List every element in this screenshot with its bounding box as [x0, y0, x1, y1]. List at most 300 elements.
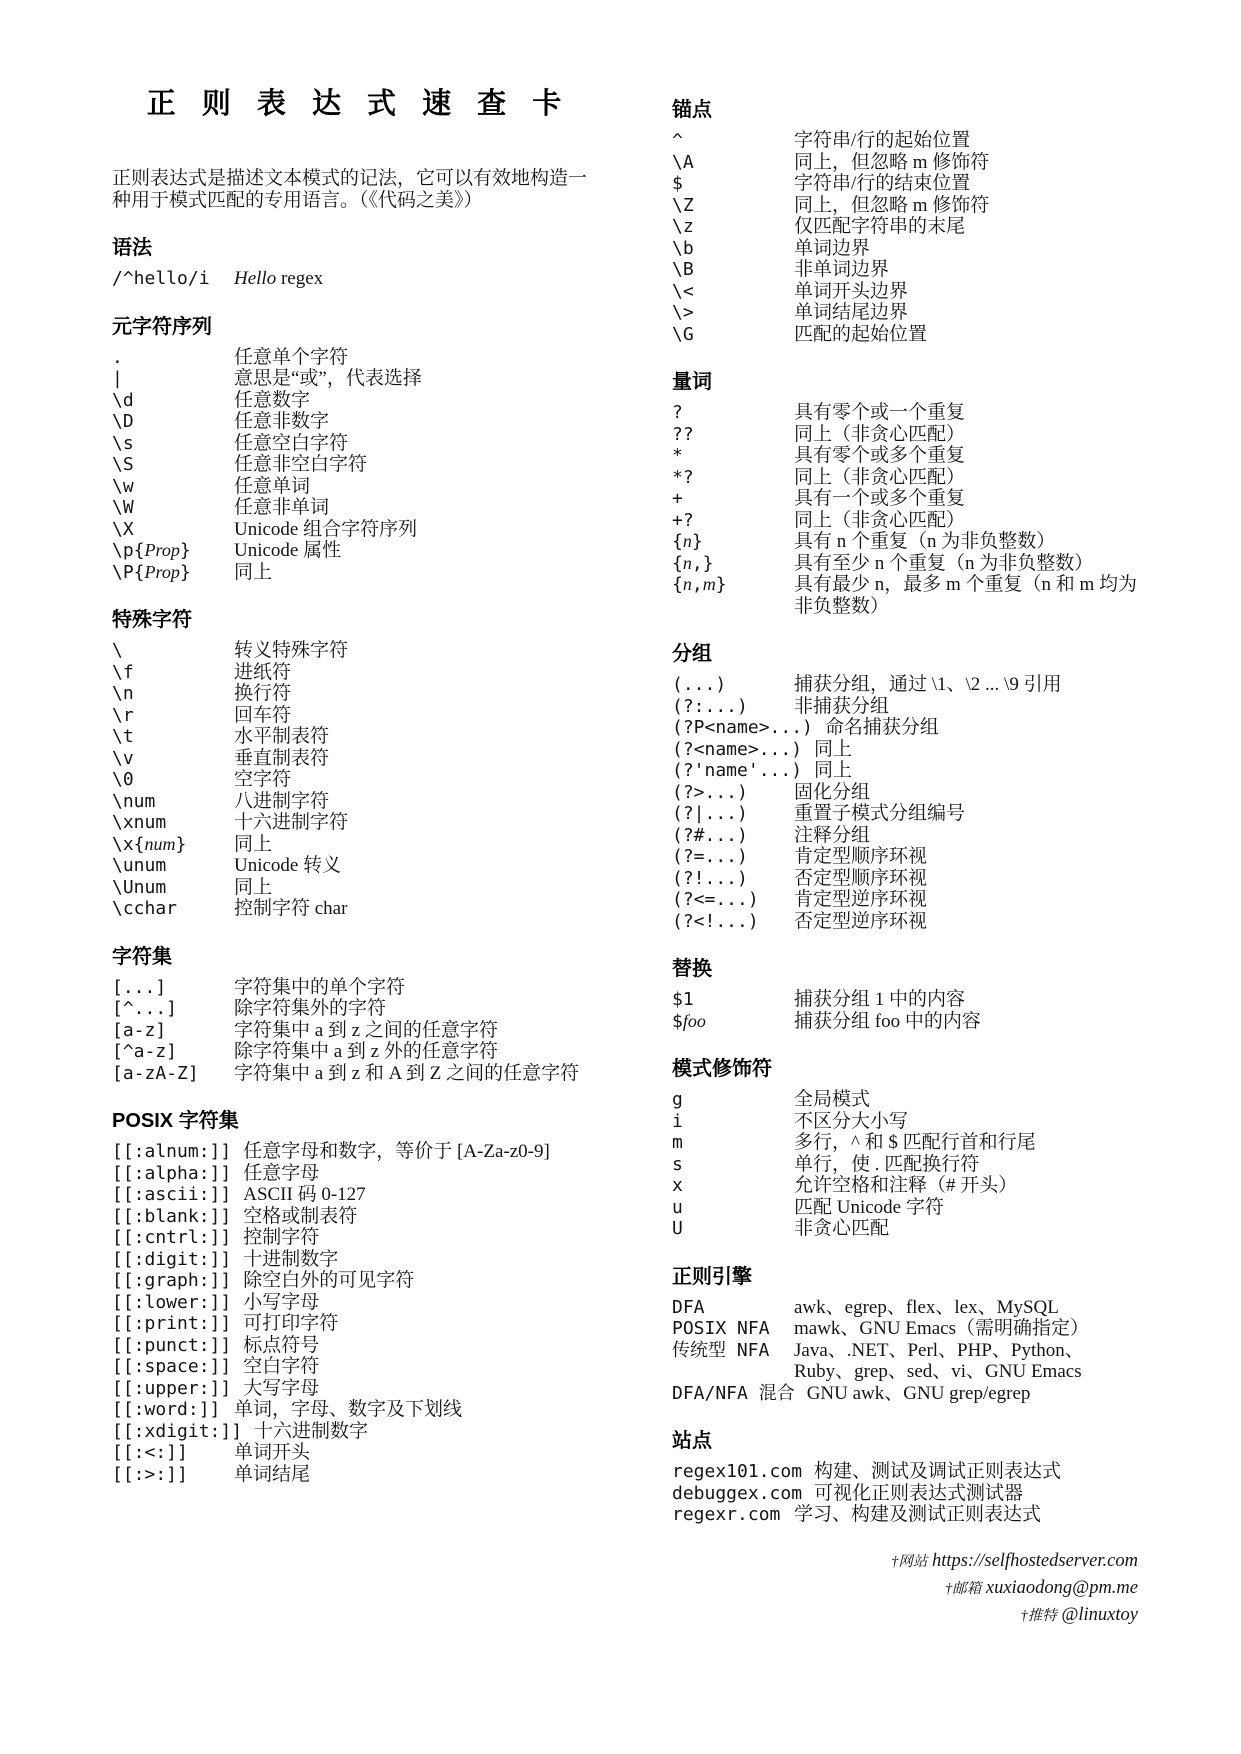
table-row: [672, 553, 1138, 575]
row-code: \f: [112, 661, 134, 683]
row-code: {n}: [672, 531, 703, 552]
row-code: [[:alpha:]]: [112, 1162, 232, 1184]
row-code: *: [672, 445, 683, 466]
table-row: [112, 562, 596, 584]
table-row: [672, 402, 1138, 424]
row-desc: 否定型逆序环视: [794, 910, 928, 932]
row-desc: 任意非空白字符: [234, 454, 368, 475]
row-desc: 具有 n 个重复（n 为非负整数）: [794, 531, 1056, 552]
row-code: regexr.com: [672, 1504, 781, 1525]
table-row: [672, 173, 1138, 195]
row-code: [[:graph:]]: [112, 1270, 232, 1291]
row-code: |: [112, 368, 123, 389]
row-desc: 水平制表符: [234, 726, 330, 747]
section-heading-quantifiers: 量词: [672, 371, 712, 393]
table-row: [672, 717, 1138, 739]
table-row: [112, 497, 596, 519]
row-desc: 注释分组: [794, 824, 871, 846]
table-row: [672, 1461, 1138, 1483]
table-row: [672, 488, 1138, 510]
row-code: \x{num}: [112, 833, 187, 855]
row-code: [a-z]: [112, 1019, 167, 1041]
row-desc: ASCII 码 0-127: [243, 1184, 366, 1205]
row-desc: 任意字母: [243, 1162, 320, 1184]
footer-label-twitter: †推特: [1020, 1607, 1057, 1624]
table-row: [112, 1356, 596, 1378]
row-desc: Unicode 转义: [234, 855, 342, 876]
table-row: [672, 216, 1138, 238]
table-row: [112, 1442, 596, 1464]
row-desc: 多行，^ 和 $ 匹配行首和行尾: [794, 1132, 1036, 1153]
row-desc: 标点符号: [243, 1334, 320, 1356]
table-row: [112, 977, 596, 999]
row-code: POSIX NFA: [672, 1318, 770, 1339]
footer-line-email: [672, 1575, 1138, 1602]
row-code: regex101.com: [672, 1461, 803, 1482]
row-code: ^: [672, 130, 683, 151]
table-row: [672, 467, 1138, 489]
row-desc: 不区分大小写: [794, 1110, 909, 1132]
row-desc: 转义特殊字符: [234, 640, 349, 661]
row-code: (?|...): [672, 803, 748, 824]
table-row: [672, 1111, 1138, 1133]
row-code: +?: [672, 509, 694, 531]
row-desc: 肯定型逆序环视: [794, 889, 928, 910]
row-desc: Unicode 属性: [234, 540, 342, 561]
table-row: [112, 411, 596, 433]
row-code: u: [672, 1196, 683, 1218]
row-code: {n,m}: [672, 574, 727, 595]
table-row: [112, 1041, 596, 1063]
row-desc: 同上（非贪心匹配）: [794, 466, 966, 488]
row-code: \D: [112, 411, 134, 432]
row-desc: 匹配 Unicode 字符: [794, 1196, 944, 1218]
table-row: [112, 791, 596, 813]
footer-twitter-link[interactable]: @linuxtoy: [1056, 1604, 1138, 1625]
row-code: $: [672, 173, 683, 194]
table-row: [112, 268, 596, 290]
row-code: \: [112, 640, 123, 661]
row-code: \<: [672, 280, 694, 302]
section-special-chars: [112, 608, 596, 920]
row-code: [[:blank:]]: [112, 1205, 232, 1227]
table-row: [112, 683, 596, 705]
section-modifiers: [672, 1057, 1138, 1240]
footer-label-email: †邮箱: [944, 1580, 982, 1597]
row-code: (?!...): [672, 867, 748, 889]
row-code: \xnum: [112, 812, 167, 833]
row-desc: 任意空白字符: [234, 432, 349, 454]
row-code: [^a-z]: [112, 1041, 178, 1062]
row-code: m: [672, 1132, 683, 1153]
table-row: [112, 476, 596, 498]
row-desc: 具有零个或多个重复: [794, 445, 966, 466]
row-desc: 非捕获分组: [794, 695, 890, 717]
row-code: (?>...): [672, 781, 748, 803]
row-desc: awk、egrep、flex、lex、MySQL: [794, 1296, 1059, 1318]
table-row: [672, 324, 1138, 346]
row-code: (?#...): [672, 824, 748, 846]
row-code: DFA: [672, 1296, 705, 1318]
table-row: [672, 1340, 1138, 1383]
table-row: [672, 674, 1138, 696]
row-desc: 除空白外的可见字符: [243, 1270, 415, 1291]
row-desc: 任意单个字符: [234, 346, 349, 368]
row-desc: 任意字母和数字，等价于 [A-Za-z0-9]: [243, 1141, 550, 1162]
intro-paragraph: 正则表达式是描述文本模式的记法，它可以有效地构造一种用于模式匹配的专用语言。（《代码之美》）: [112, 168, 588, 211]
footer: [672, 1548, 1138, 1629]
row-code: [...]: [112, 976, 167, 998]
table-row: [672, 782, 1138, 804]
row-desc: 十六进制数字: [254, 1420, 369, 1442]
row-code: [[:ascii:]]: [112, 1184, 232, 1205]
table-row: [672, 152, 1138, 174]
section-heading-engines: 正则引擎: [672, 1265, 752, 1288]
row-desc: 同上: [814, 760, 853, 781]
table-row: [112, 726, 596, 748]
table-row: [672, 1383, 1138, 1405]
row-code: \p{Prop}: [112, 540, 191, 561]
table-row: [672, 868, 1138, 890]
table-row: [672, 696, 1138, 718]
table-row: [672, 1175, 1138, 1197]
row-desc: 字符集中 a 到 z 之间的任意字符: [234, 1019, 498, 1041]
table-row: [672, 259, 1138, 281]
row-desc: 单词，字母、数字及下划线: [234, 1399, 463, 1420]
section-posix-classes: [112, 1109, 596, 1485]
table-row: [112, 347, 596, 369]
row-code: [[:print:]]: [112, 1313, 232, 1334]
row-code: .: [112, 346, 123, 368]
row-code: +: [672, 488, 683, 509]
section-heading-groups: 分组: [672, 643, 712, 665]
row-desc: 空格或制表符: [243, 1205, 358, 1227]
row-desc: Hello regex: [234, 268, 324, 289]
table-row: [672, 1011, 1138, 1033]
footer-line-website: [672, 1548, 1138, 1575]
section-engines: [672, 1265, 1138, 1405]
row-desc: 字符集中 a 到 z 和 A 到 Z 之间的任意字符: [234, 1062, 580, 1084]
row-code: [[:alnum:]]: [112, 1141, 232, 1162]
page-title: 正 则 表 达 式 速 查 卡: [146, 88, 571, 120]
row-desc: 除字符集中 a 到 z 外的任意字符: [234, 1041, 498, 1062]
row-code: [[:upper:]]: [112, 1377, 232, 1399]
row-desc: 匹配的起始位置: [794, 323, 928, 345]
row-desc: 换行符: [234, 683, 292, 704]
footer-email-link[interactable]: xuxiaodong@pm.me: [981, 1577, 1138, 1598]
row-code: (?P<name>...): [672, 717, 813, 738]
row-desc: 字符串/行的起始位置: [794, 130, 971, 151]
section-heading-special-chars: 特殊字符: [112, 609, 192, 631]
table-row: [672, 1089, 1138, 1111]
table-row: [112, 855, 596, 877]
row-desc: 捕获分组，通过 \1、\2 ... \9 引用: [794, 674, 1062, 695]
row-desc: 具有最少 n，最多 m 个重复（n 和 m 均为非负整数）: [794, 574, 1138, 617]
row-code: (?:...): [672, 695, 748, 717]
row-code: \n: [112, 683, 134, 704]
table-row: [112, 1184, 596, 1206]
table-row: [672, 281, 1138, 303]
row-code: \S: [112, 454, 134, 475]
row-desc: 同上: [814, 738, 853, 760]
row-code: \B: [672, 259, 694, 280]
row-desc: 十六进制字符: [234, 812, 349, 833]
section-groups: [672, 642, 1138, 932]
section-anchors: [672, 98, 1138, 345]
table-row: [672, 1504, 1138, 1526]
table-row: [112, 898, 596, 920]
table-row: [112, 834, 596, 856]
row-code: ?: [672, 402, 683, 423]
table-row: [112, 1335, 596, 1357]
row-code: x: [672, 1175, 683, 1196]
row-code: $1: [672, 989, 694, 1010]
table-row: [672, 531, 1138, 553]
table-row: [112, 390, 596, 412]
table-row: [672, 302, 1138, 324]
section-substitution: [672, 957, 1138, 1032]
row-code: \cchar: [112, 898, 178, 919]
row-code: \num: [112, 790, 156, 812]
table-row: [672, 1483, 1138, 1505]
row-code: \w: [112, 475, 134, 497]
section-sites: [672, 1429, 1138, 1526]
row-desc: 控制字符 char: [234, 898, 348, 919]
table-row: [672, 825, 1138, 847]
table-row: [112, 540, 596, 562]
table-row: [112, 1421, 596, 1443]
row-desc: 控制字符: [243, 1227, 320, 1248]
row-desc: 进纸符: [234, 661, 292, 683]
row-desc: 学习、构建及测试正则表达式: [794, 1504, 1042, 1525]
row-desc: Java、.NET、Perl、PHP、Python、Ruby、grep、sed、vi、GNU Emacs: [794, 1339, 1084, 1382]
row-code: $foo: [672, 1010, 706, 1032]
row-desc: 固化分组: [794, 781, 871, 803]
row-desc: 可视化正则表达式测试器: [814, 1482, 1024, 1504]
table-row: [112, 1063, 596, 1085]
row-desc: 同上: [234, 561, 273, 583]
row-code: \unum: [112, 855, 167, 876]
section-heading-modifiers: 模式修饰符: [672, 1058, 772, 1080]
row-desc: 非贪心匹配: [794, 1218, 890, 1239]
section-heading-char-classes: 字符集: [112, 945, 172, 968]
row-code: [^...]: [112, 998, 178, 1019]
left-column: [112, 86, 596, 1485]
row-desc: Unicode 组合字符序列: [234, 518, 418, 540]
table-row: [112, 368, 596, 390]
row-desc: 具有一个或多个重复: [794, 488, 966, 509]
table-row: [672, 1197, 1138, 1219]
row-code: DFA/NFA 混合: [672, 1382, 795, 1404]
table-row: [112, 1399, 596, 1421]
row-desc: 否定型顺序环视: [794, 867, 928, 889]
row-code: (?'name'...): [672, 760, 803, 781]
row-desc: 十进制数字: [243, 1248, 339, 1270]
section-heading-syntax: 语法: [112, 237, 152, 259]
row-code: \v: [112, 747, 134, 769]
left-sections: [112, 236, 596, 1485]
row-desc: 同上（非贪心匹配）: [794, 509, 966, 531]
row-code: \X: [112, 518, 134, 540]
table-row: [112, 433, 596, 455]
row-code: {n,}: [672, 552, 714, 574]
footer-label-website: †网站: [891, 1553, 928, 1570]
table-row: [672, 846, 1138, 868]
table-row: [112, 1141, 596, 1163]
row-desc: 肯定型顺序环视: [794, 846, 928, 867]
row-desc: 意思是“或”，代表选择: [234, 368, 422, 389]
row-code: [[:cntrl:]]: [112, 1227, 232, 1248]
row-desc: 任意非数字: [234, 411, 330, 432]
row-code: i: [672, 1110, 683, 1132]
table-row: [112, 519, 596, 541]
row-desc: 单词开头: [234, 1442, 311, 1463]
row-desc: 构建、测试及调试正则表达式: [814, 1461, 1062, 1482]
row-desc: 非单词边界: [794, 259, 890, 280]
row-code: \A: [672, 151, 694, 173]
row-code: \r: [112, 704, 134, 726]
section-heading-posix-classes: POSIX 字符集: [112, 1110, 239, 1132]
row-code: \t: [112, 726, 134, 747]
table-row: [672, 1154, 1138, 1176]
row-code: \Z: [672, 194, 694, 216]
row-code: (?<=...): [672, 889, 759, 910]
row-code: \W: [112, 497, 134, 518]
table-row: [112, 1464, 596, 1486]
row-desc: 捕获分组 1 中的内容: [794, 989, 966, 1010]
row-code: \G: [672, 323, 694, 345]
row-code: \P{Prop}: [112, 561, 191, 583]
row-desc: 字符串/行的结束位置: [794, 173, 971, 194]
row-code: [[:xdigit:]]: [112, 1420, 243, 1442]
row-desc: GNU awk、GNU grep/egrep: [806, 1382, 1031, 1404]
row-desc: 全局模式: [794, 1089, 871, 1110]
section-quantifiers: [672, 370, 1138, 617]
table-row: [112, 454, 596, 476]
row-desc: 任意单词: [234, 475, 311, 497]
table-row: [112, 1227, 596, 1249]
table-row: [672, 1297, 1138, 1319]
table-row: [672, 238, 1138, 260]
table-row: [672, 803, 1138, 825]
row-desc: 重置子模式分组编号: [794, 803, 966, 824]
row-code: [[:>:]]: [112, 1463, 188, 1485]
row-code: \>: [672, 302, 694, 323]
row-code: [[:lower:]]: [112, 1291, 232, 1313]
row-desc: 仅匹配字符串的末尾: [794, 216, 966, 237]
row-desc: 任意非单词: [234, 497, 330, 518]
section-heading-anchors: 锚点: [672, 99, 712, 121]
table-row: [672, 911, 1138, 933]
row-code: (...): [672, 674, 727, 695]
row-code: U: [672, 1218, 683, 1239]
row-desc: 单词结尾: [234, 1463, 311, 1485]
row-code: [[:space:]]: [112, 1356, 232, 1377]
table-row: [112, 705, 596, 727]
row-desc: 具有至少 n 个重复（n 为非负整数）: [794, 552, 1094, 574]
section-metachar-sequences: [112, 315, 596, 584]
row-desc: 允许空格和注释（# 开头）: [794, 1175, 1018, 1196]
row-code: /^hello/i: [112, 268, 210, 289]
row-desc: 任意数字: [234, 389, 311, 411]
row-code: g: [672, 1089, 683, 1110]
row-code: (?=...): [672, 846, 748, 867]
row-code: \z: [672, 216, 694, 237]
row-code: \0: [112, 769, 134, 790]
row-desc: 捕获分组 foo 中的内容: [794, 1010, 981, 1032]
table-row: [672, 574, 1138, 617]
row-desc: 回车符: [234, 704, 292, 726]
footer-line-twitter: [672, 1602, 1138, 1629]
section-syntax: [112, 236, 596, 290]
row-desc: 空白字符: [243, 1356, 320, 1377]
table-row: [112, 1313, 596, 1335]
table-row: [672, 130, 1138, 152]
row-code: [[:punct:]]: [112, 1334, 232, 1356]
row-desc: 小写字母: [243, 1291, 320, 1313]
table-row: [672, 1318, 1138, 1340]
row-desc: 单词结尾边界: [794, 302, 909, 323]
table-row: [112, 877, 596, 899]
table-row: [672, 1218, 1138, 1240]
table-row: [112, 998, 596, 1020]
row-code: \s: [112, 432, 134, 454]
table-row: [112, 1163, 596, 1185]
row-desc: 字符集中的单个字符: [234, 976, 406, 998]
row-code: \b: [672, 237, 694, 259]
row-code: [[:word:]]: [112, 1399, 221, 1420]
row-code: debuggex.com: [672, 1482, 803, 1504]
table-row: [112, 1249, 596, 1271]
row-code: (?<name>...): [672, 738, 803, 760]
row-desc: 具有零个或一个重复: [794, 402, 966, 423]
table-row: [672, 510, 1138, 532]
table-row: [112, 748, 596, 770]
table-row: [672, 424, 1138, 446]
row-desc: 垂直制表符: [234, 747, 330, 769]
table-row: [112, 1206, 596, 1228]
footer-website-link[interactable]: https://selfhostedserver.com: [927, 1550, 1138, 1571]
row-desc: 同上，但忽略 m 修饰符: [794, 194, 990, 216]
row-desc: mawk、GNU Emacs（需明确指定）: [794, 1318, 1089, 1339]
row-desc: 八进制字符: [234, 790, 330, 812]
table-row: [112, 812, 596, 834]
table-row: [112, 662, 596, 684]
right-column: [672, 98, 1138, 1629]
table-row: [672, 989, 1138, 1011]
table-row: [112, 640, 596, 662]
table-row: [112, 1292, 596, 1314]
row-code: [[:digit:]]: [112, 1248, 232, 1270]
row-code: \Unum: [112, 876, 167, 898]
row-desc: 大写字母: [243, 1377, 320, 1399]
row-code: *?: [672, 466, 694, 488]
row-desc: 单词边界: [794, 237, 871, 259]
row-code: \d: [112, 389, 134, 411]
row-desc: 可打印字符: [243, 1313, 339, 1334]
table-row: [112, 769, 596, 791]
table-row: [672, 445, 1138, 467]
table-row: [672, 889, 1138, 911]
table-row: [672, 760, 1138, 782]
row-desc: 同上（非贪心匹配）: [794, 423, 966, 445]
row-code: s: [672, 1153, 683, 1175]
row-desc: 单词开头边界: [794, 280, 909, 302]
row-code: 传统型 NFA: [672, 1339, 770, 1361]
row-desc: 同上: [234, 833, 273, 855]
table-row: [672, 739, 1138, 761]
table-row: [672, 1132, 1138, 1154]
